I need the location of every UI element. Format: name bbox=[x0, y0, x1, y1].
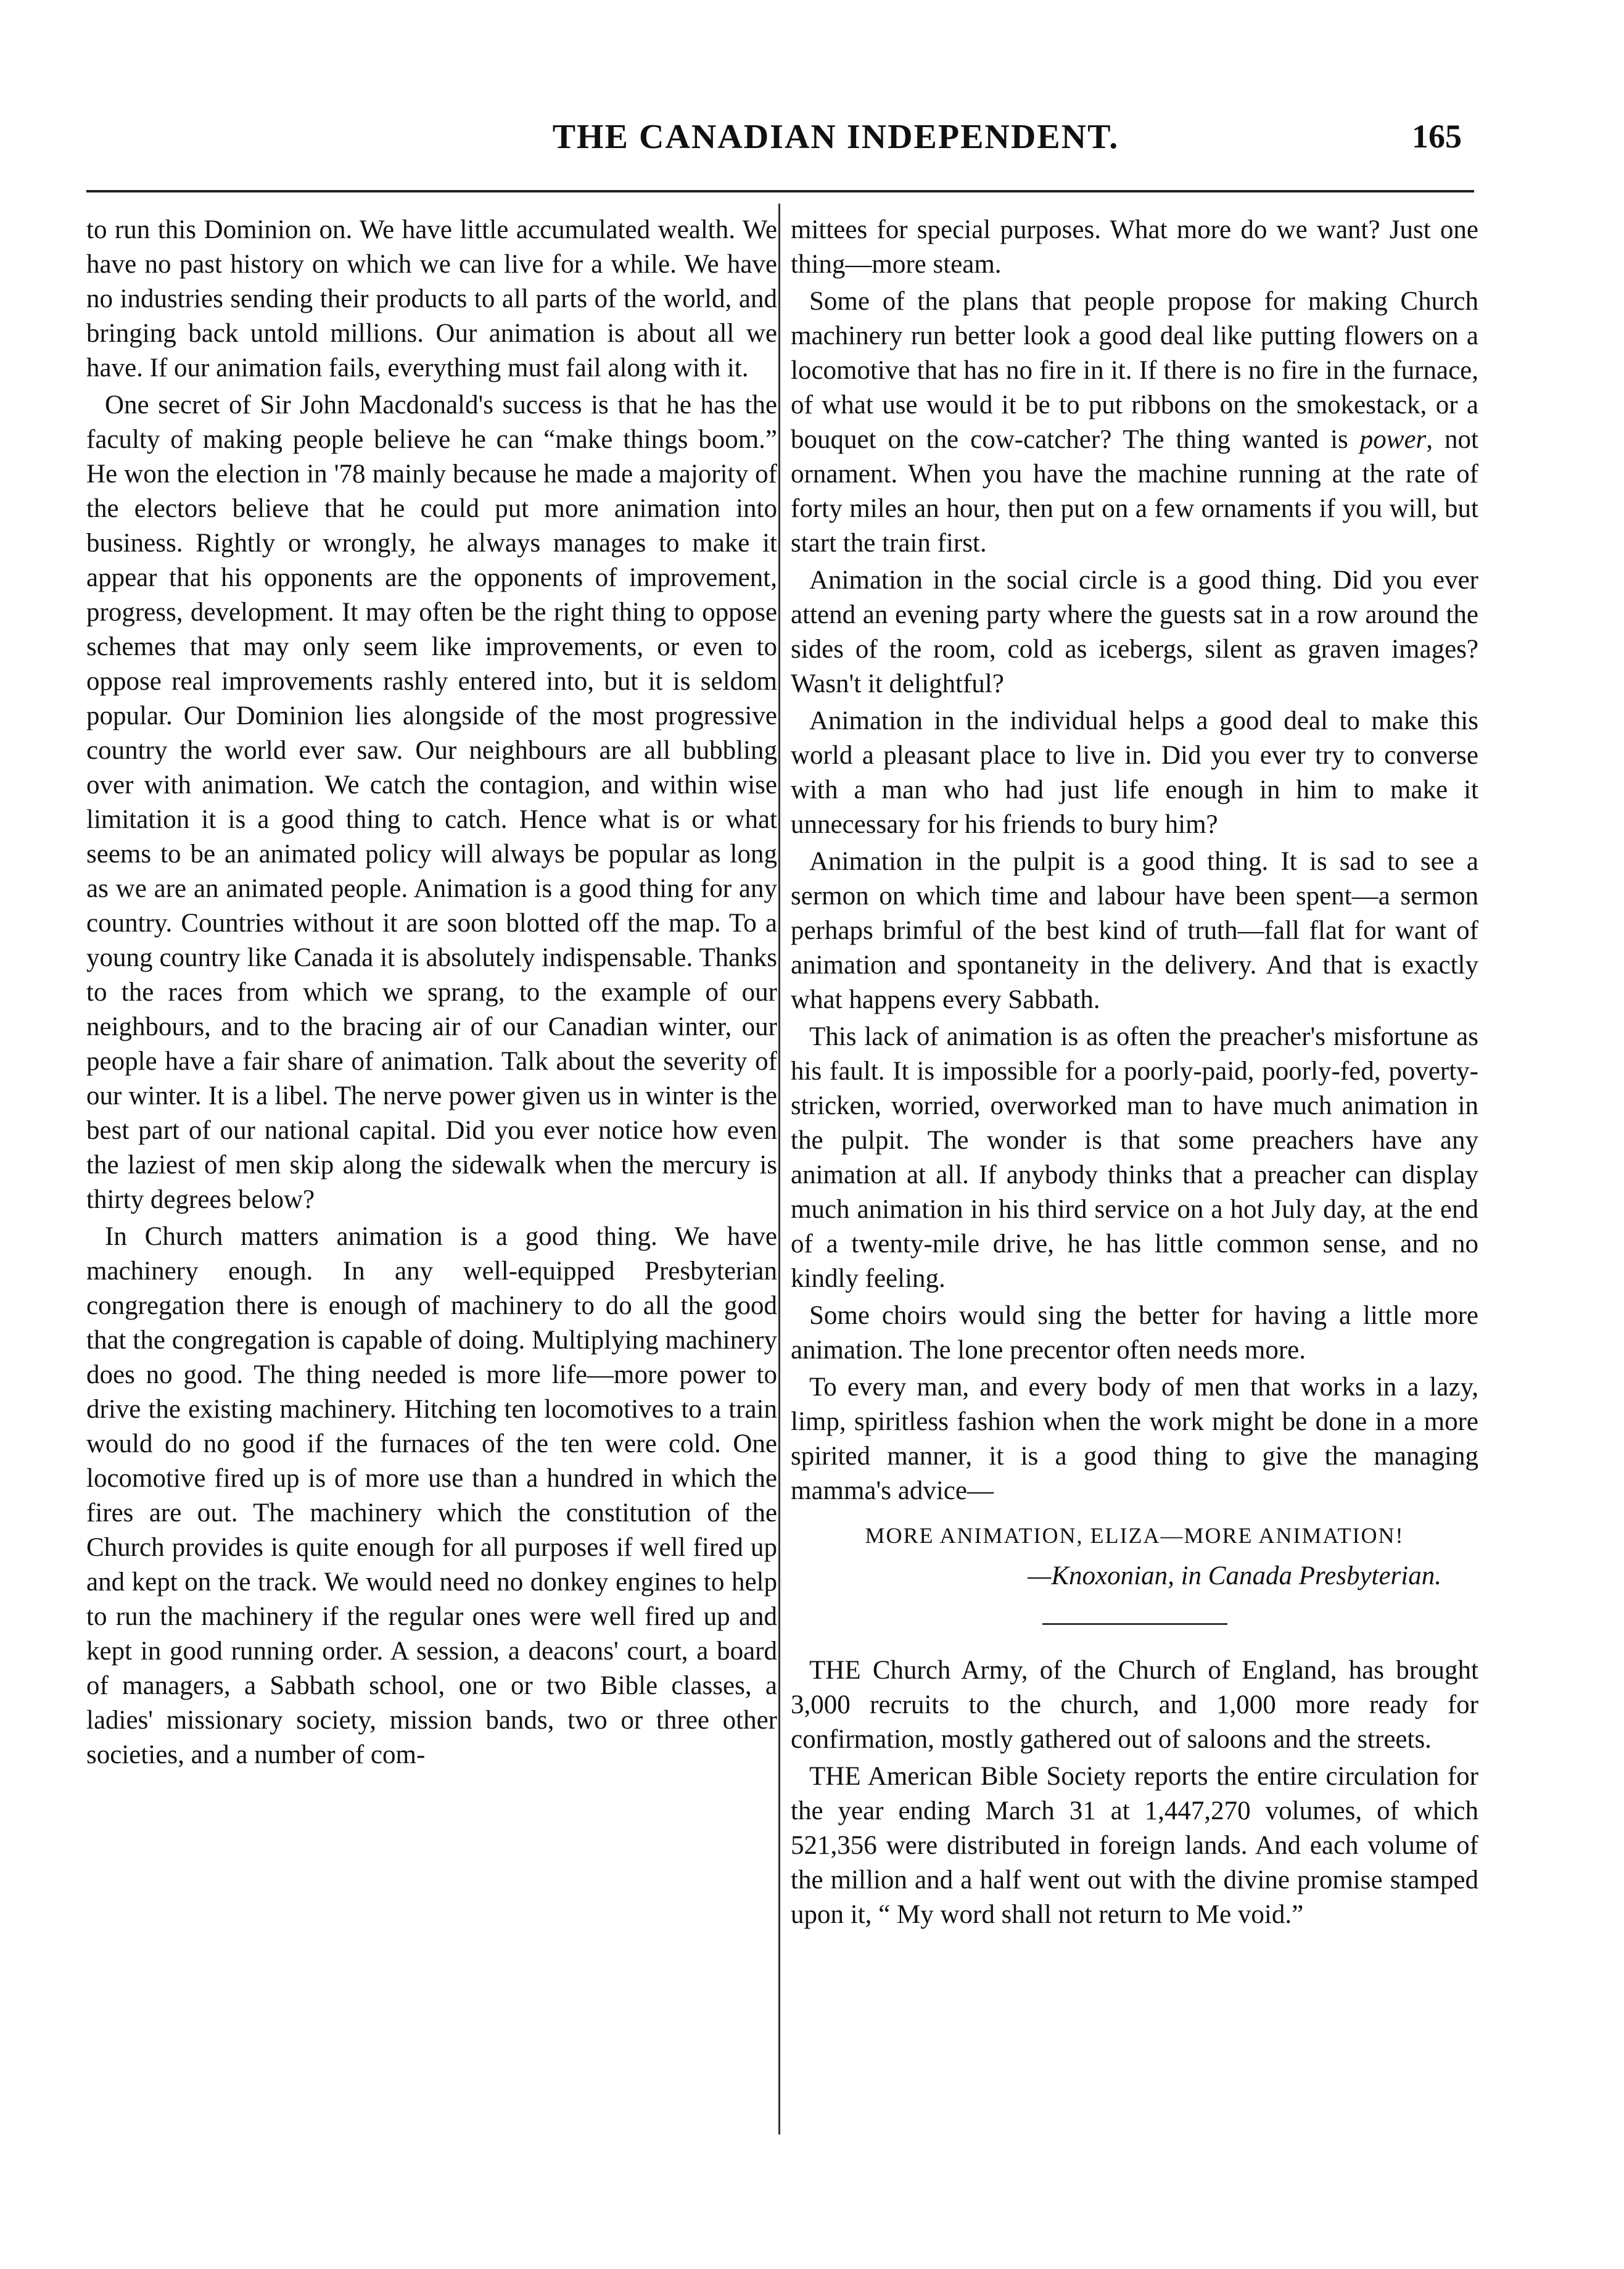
attribution: —Knoxonian, in Canada Presbyterian. bbox=[1028, 1561, 1441, 1590]
column-divider bbox=[778, 204, 780, 2135]
header-rule bbox=[86, 190, 1474, 192]
page-header bbox=[86, 117, 1474, 185]
right-paragraph-6: This lack of animation is as often the preacher's misfortune as his fault. It is impossible for a poorly-paid, poorly-fed, poverty-stricken, worried, overworked man to have much animation in the pulpit. The wonder is that some preachers have any animation at all. If anybody thinks that a preacher can display much animation in his third service on a hot July day, at the end of a twenty-mile drive, he has little common sense, and no kindly feeling. bbox=[791, 1022, 1478, 1293]
right-paragraph-4: Animation in the individual helps a good deal to make this world a pleasant place to live in. Did you ever try to converse with a man who had just life enough in him to make it unnecessary for his friends to bury him? bbox=[791, 706, 1478, 839]
paragraph-2-text-before: Some of the plans that people propose for making Church machinery run better look a good deal like putting flowers on a locomotive that has no fire in it. If there is no fire in the furnace, of what use would it be to put ribbons on the smokestack, or a bouquet on the cow-catcher? The thing wanted is bbox=[791, 287, 1478, 454]
right-paragraph-3: Animation in the social circle is a good thing. Did you ever attend an evening party where the guests sat in a row around the sides of the room, cold as icebergs, silent as graven images? Wasn't it delightful? bbox=[791, 566, 1478, 698]
emphasis-power: power bbox=[1359, 425, 1427, 454]
left-paragraph-3: In Church matters animation is a good thing. We have machinery enough. In any well-equipped Presbyterian congregation there is enough of machinery to do all the good that the congregation is capable of doing. Multiplying machinery does no good. The thing needed is more life—more power to drive the existing machinery. Hitching ten locomotives to a train would do no good if the furnaces of the ten were cold. One locomotive fired up is of more use than a hundred in which the fires are out. The machinery which the constitution of the Church provides is quite enough for all purposes if well fired up and kept on the track. We would need no donkey engines to help to run the machinery if the regular ones were well fired up and kept in good running order. A session, a deacons' court, a board of managers, a Sabbath school, one or two Bible classes, a ladies' missionary society, mission bands, two or three other societies, and a number of com- bbox=[86, 1222, 777, 1769]
note-2-text: American Bible Society reports the entire circulation for the year ending March 31 at 1,447,270 volumes, of which 521,356 were distributed in foreign lands. And each volume of the million and a half went out with the divine promise stamped upon it, “ My word shall not return to Me void.” bbox=[791, 1762, 1478, 1929]
left-paragraph-2: One secret of Sir John Macdonald's success is that he has the faculty of making people believe he can “make things boom.” He won the election in '78 mainly because he made a majority of the electors believe that he could put more animation into business. Rightly or wrongly, he always manages to make it appear that his opponents are the opponents of improvement, progress, development. It may often be the right thing to oppose schemes that may only seem like improvements, or even to oppose real improvements rashly entered into, but it is seldom popular. Our Dominion lies alongside of the most progressive country the world ever saw. Our neighbours are all bubbling over with animation. We catch the contagion, and within wise limitation it is a good thing to catch. Hence what is or what seems to be an animated policy will always be popular as long as we are an animated people. Animation is a good thing for any country. Countries without it are soon blotted off the map. To a young country like Canada it is absolutely indispensable. Thanks to the races from which we sprang, to the example of our neighbours, and to the bracing air of our Canadian winter, our people have a fair share of animation. Talk about the severity of our winter. It is a libel. The nerve power given us in winter is the best part of our national capital. Did you ever notice how even the laziest of men skip along the sidewalk when the mercury is thirty degrees below? bbox=[86, 391, 777, 1214]
paragraph-2-text-after: , not ornament. When you have the machine running at the rate of forty miles an hour, then put on a few ornaments if you will, but start the train first. bbox=[791, 425, 1478, 558]
page-number: 165 bbox=[1412, 118, 1462, 155]
slogan: MORE ANIMATION, ELIZA—MORE ANIMATION! bbox=[865, 1523, 1404, 1548]
note-1-lead: THE bbox=[809, 1656, 861, 1685]
news-note-bible-society bbox=[791, 1759, 1478, 1932]
right-paragraph-1: mittees for special purposes. What more do we want? Just one thing—more steam. bbox=[791, 215, 1478, 279]
right-paragraph-8: To every man, and every body of men that works in a lazy, limp, spiritless fashion when the work might be done in a more spirited manner, it is a good thing to give the managing mamma's advice— bbox=[791, 1373, 1478, 1505]
note-2-lead: THE bbox=[809, 1762, 861, 1791]
section-divider bbox=[1042, 1623, 1227, 1625]
left-paragraph-1: to run this Dominion on. We have little accumulated wealth. We have no past history on which we can live for a while. We have no industries sending their products to all parts of the world, and bringing back untold millions. Our animation is about all we have. If our animation fails, everything must fail along with it. bbox=[86, 215, 777, 382]
right-paragraph-7: Some choirs would sing the better for having a little more animation. The lone precentor often needs more. bbox=[791, 1301, 1478, 1365]
news-note-church-army bbox=[791, 1653, 1478, 1757]
right-column bbox=[791, 213, 1478, 1932]
running-title: THE CANADIAN INDEPENDENT. bbox=[552, 118, 1119, 156]
right-paragraph-5: Animation in the pulpit is a good thing. It is sad to see a sermon on which time and labour have been spent—a sermon perhaps brimful of the best kind of truth—fall flat for want of animation and spontaneity in the delivery. And that is exactly what happens every Sabbath. bbox=[791, 847, 1478, 1014]
left-column bbox=[86, 213, 777, 1772]
right-paragraph-2 bbox=[791, 284, 1478, 561]
note-1-text: Church Army, of the Church of England, has brought 3,000 recruits to the church, and 1,000 more ready for confirmation, mostly gathered out of saloons and the streets. bbox=[791, 1656, 1478, 1754]
